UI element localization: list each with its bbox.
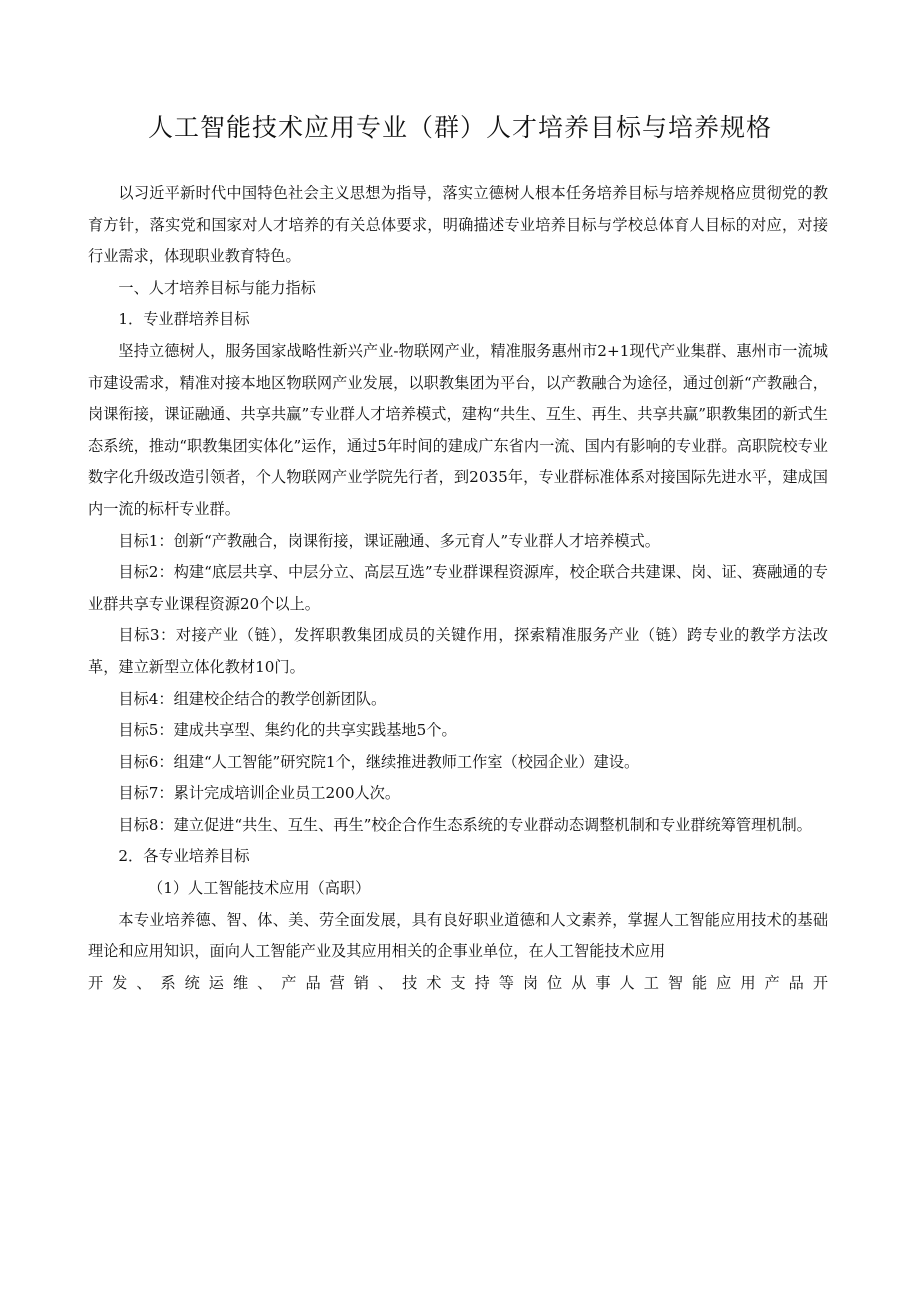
goal-item-5: 目标5：建成共享型、集约化的共享实践基地5个。 — [118, 721, 457, 740]
major-paragraph-1-last-line: 开发、系统运维、产品营销、技术支持等岗位从事人工智能应用产品开 — [88, 973, 828, 992]
goal-item-4: 目标4：组建校企结合的教学创新团队。 — [118, 689, 387, 708]
document-title: 人工智能技术应用专业（群）人才培养目标与培养规格 — [147, 113, 772, 142]
goal-item-8: 目标8：建立促进“共生、互生、再生”校企合作生态系统的专业群动态调整机制和专业群统筹管理机制。 — [118, 815, 812, 834]
goal-item-3: 目标3：对接产业（链），发挥职教集团成员的关键作用，探索精准服务产业（链）跨专业的教学方法改革，建立新型立体化教材10门。 — [88, 626, 828, 676]
major-paragraph-1: 本专业培养德、智、体、美、劳全面发展，具有良好职业道德和人文素养，掌握人工智能应用技术的基础理论和应用知识，面向人工智能产业及其应用相关的企事业单位，在人工智能技术应用 — [88, 910, 828, 961]
goal-item-6: 目标6：组建“人工智能”研究院1个，继续推进教师工作室（校园企业）建设。 — [118, 752, 640, 771]
goal-item-7: 目标7：累计完成培训企业员工200人次。 — [118, 784, 401, 803]
subsection-heading-2: 2．各专业培养目标 — [118, 847, 250, 866]
subsection-heading-1: 1．专业群培养目标 — [118, 310, 250, 329]
goal-item-2: 目标2：构建“底层共享、中层分立、高层互选”专业群课程资源库，校企联合共建课、岗、证、赛融通的专业群共享专业课程资源20个以上。 — [88, 563, 828, 613]
intro-paragraph: 以习近平新时代中国特色社会主义思想为指导，落实立德树人根本任务培养目标与培养规格应贯彻党的教育方针，落实党和国家对人才培养的有关总体要求，明确描述专业培养目标与学校总体育人目标的对应，对接行业需求，体现职业教育特色。 — [88, 184, 828, 266]
goal-item-1: 目标1：创新“产教融合，岗课衔接，课证融通、多元育人”专业群人才培养模式。 — [118, 531, 660, 550]
document-body — [88, 178, 828, 999]
section-heading-1: 一、人才培养目标与能力指标 — [118, 278, 316, 297]
group-goal-paragraph: 坚持立德树人，服务国家战略性新兴产业-物联网产业，精准服务惠州市2+1现代产业集群、惠州市一流城市建设需求，精准对接本地区物联网产业发展，以职教集团为平台，以产教融合为途径，通过创新“产教融合，岗课衔接，课证融通、共享共赢”专业群人才培养模式，建构“共生、互生、再生、共享共赢”职教集团的新式生态系统，推动“职教集团实体化”运作，通过5年时间的建成广东省内一流、国内有影响的专业群。高职院校专业数字化升级改造引领者，个人物联网产业学院先行者，到2035年，专业群标准体系对接国际先进水平，建成国内一流的标杆专业群。 — [88, 341, 828, 518]
major-heading-1: （1）人工智能技术应用（高职） — [148, 879, 371, 898]
